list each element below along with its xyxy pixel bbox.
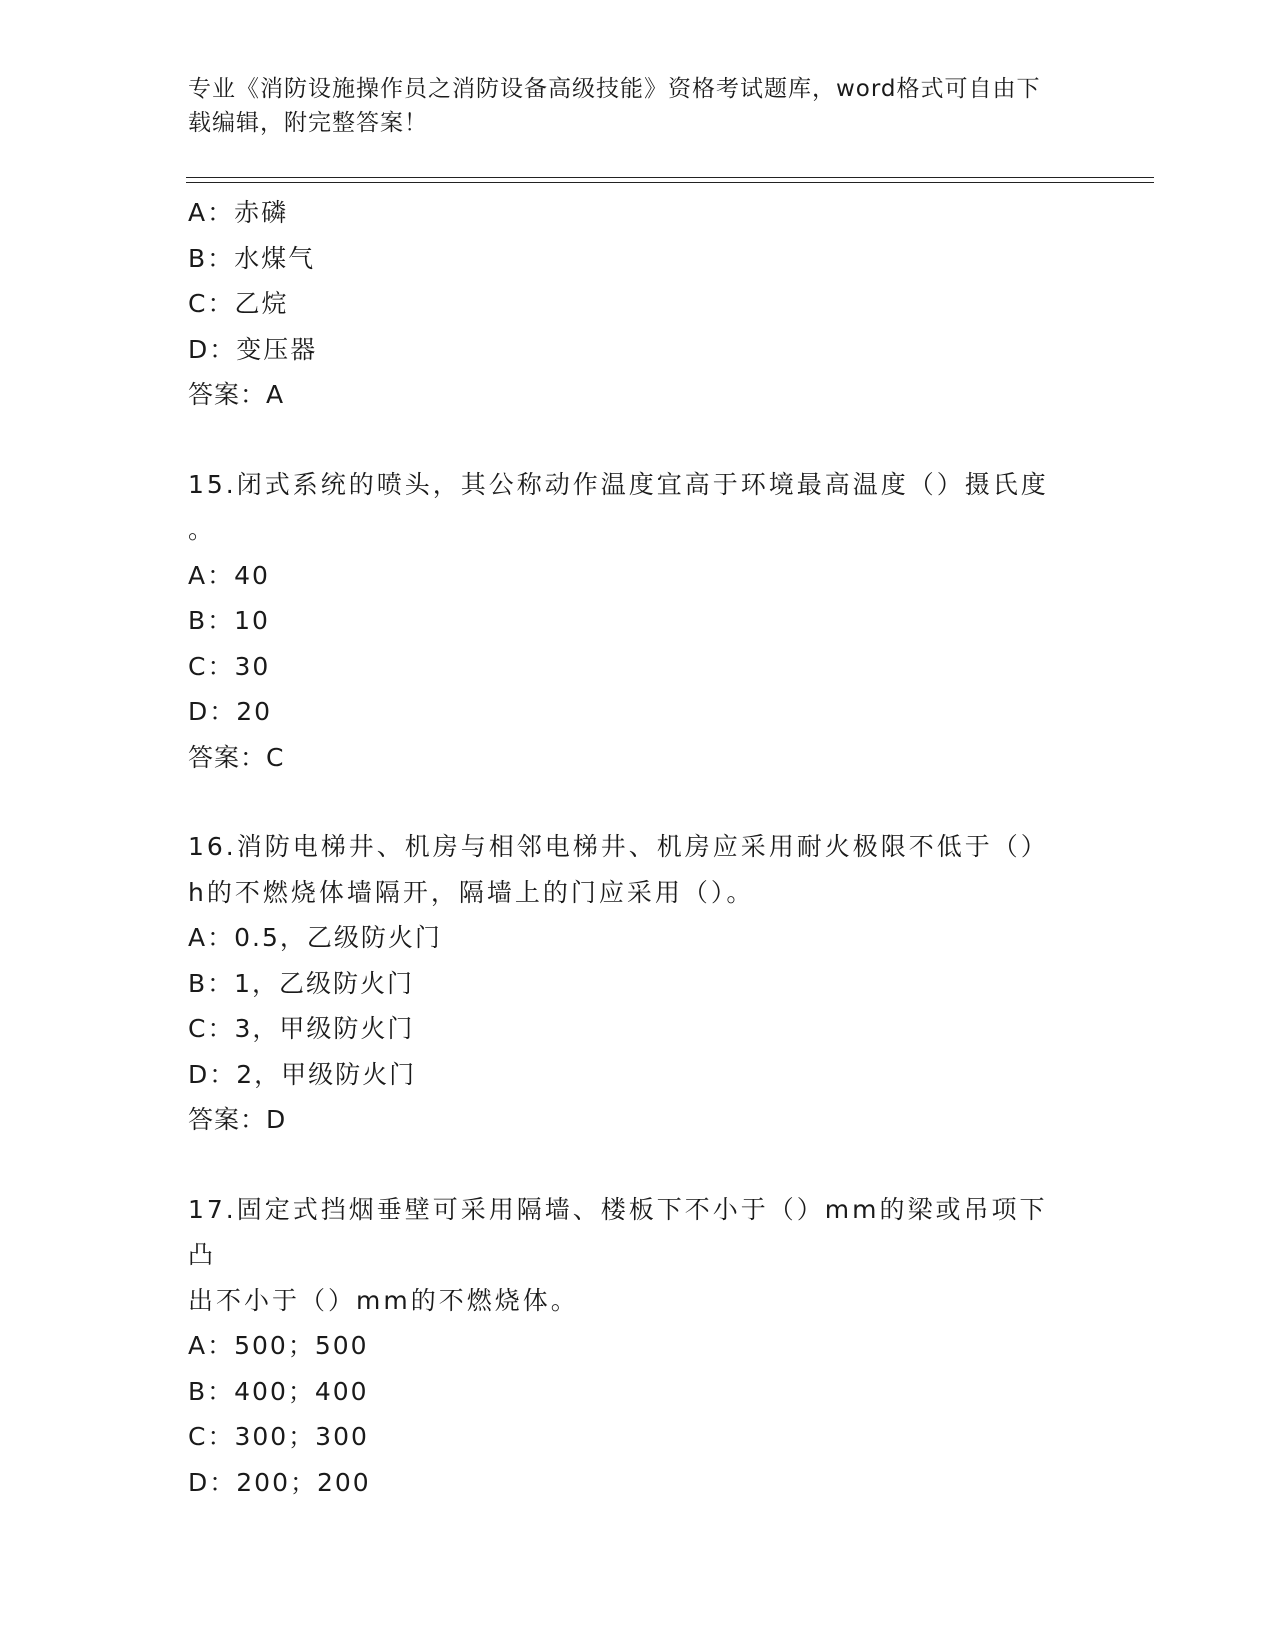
question-text: 16.消防电梯井、机房与相邻电梯井、机房应采用耐火极限不低于（） h的不燃烧体墙隔开，隔墙上的门应采用（）。 xyxy=(188,832,1049,907)
header-divider-bottom xyxy=(186,182,1154,183)
option-c: C：乙烷 xyxy=(188,289,289,318)
option-c: C：300；300 xyxy=(188,1422,369,1451)
answer-line: 答案：C xyxy=(188,742,285,772)
option-d: D：200；200 xyxy=(188,1467,371,1497)
question-16 xyxy=(188,824,1088,1143)
option-b: B：10 xyxy=(188,606,270,635)
document-header xyxy=(188,72,1068,140)
option-b: B：水煤气 xyxy=(188,243,316,273)
option-a: A：40 xyxy=(188,560,270,590)
question-list xyxy=(188,190,1088,1505)
option-a: A：赤磷 xyxy=(188,198,289,227)
question-text: 17.固定式挡烟垂壁可采用隔墙、楼板下不小于（）mm的梁或吊项下凸 出不小于（）mm的不燃烧体。 xyxy=(188,1194,1048,1315)
header-line-1: 专业《消防设施操作员之消防设备高级技能》资格考试题库，word格式可自由下 xyxy=(188,76,1041,102)
option-d: D：20 xyxy=(188,697,273,726)
question-15 xyxy=(188,462,1088,781)
option-b: B：400；400 xyxy=(188,1376,369,1406)
answer-line: 答案：A xyxy=(188,380,285,409)
option-b: B：1，乙级防火门 xyxy=(188,968,415,998)
option-d: D：2，甲级防火门 xyxy=(188,1059,417,1089)
option-a: A：500；500 xyxy=(188,1331,369,1360)
header-divider-top xyxy=(186,177,1154,178)
question-text: 15.闭式系统的喷头，其公称动作温度宜高于环境最高温度（）摄氏度 。 xyxy=(188,469,1049,544)
question-17 xyxy=(188,1187,1088,1506)
header-line-2: 载编辑，附完整答案！ xyxy=(188,110,428,136)
option-d: D：变压器 xyxy=(188,334,318,364)
option-a: A：0.5，乙级防火门 xyxy=(188,923,442,952)
option-c: C：3，甲级防火门 xyxy=(188,1014,415,1043)
answer-line: 答案：D xyxy=(188,1105,287,1134)
prev-question-block xyxy=(188,190,1088,418)
option-c: C：30 xyxy=(188,651,271,681)
